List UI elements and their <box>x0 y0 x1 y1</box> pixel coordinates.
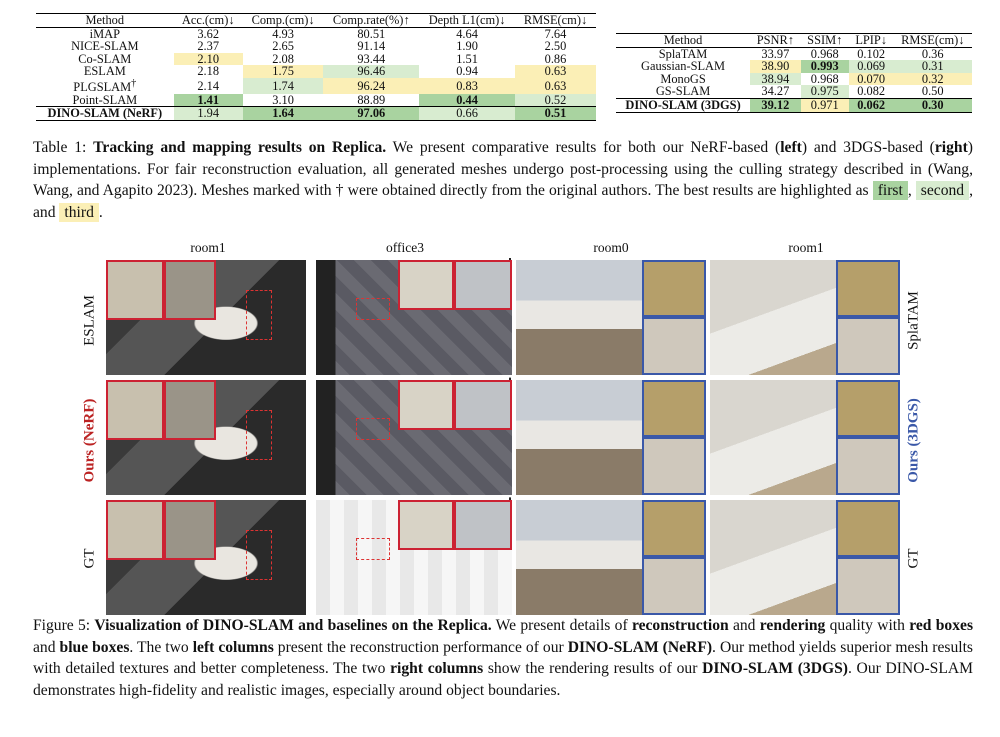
row-label-splatam: SplaTAM <box>905 291 922 350</box>
value-cell: 0.32 <box>893 73 972 86</box>
value-cell: 97.06 <box>323 107 419 121</box>
value-cell: 2.50 <box>544 39 567 54</box>
method-cell <box>36 78 174 94</box>
table-row <box>36 94 596 107</box>
table-row <box>36 107 596 121</box>
figure-panel-image <box>316 380 512 495</box>
region-marker <box>246 410 272 460</box>
zoom-inset-red <box>106 500 164 560</box>
caption-emph: right columns <box>390 660 484 677</box>
caption-emph: DINO-SLAM (NeRF) <box>567 638 713 656</box>
figure-panel-image <box>516 260 706 375</box>
value-cell: 1.74 <box>243 78 324 94</box>
table-header-row <box>616 34 972 48</box>
value-cell: 2.37 <box>197 39 220 54</box>
caption-text: We present comparative results for both our NeRF-based ( <box>386 139 781 156</box>
caption-text: ) and 3DGS-based ( <box>801 139 935 156</box>
zoom-inset-red <box>398 500 454 550</box>
value-cell: 0.971 <box>801 98 849 112</box>
col-header: Acc.(cm)↓ <box>174 14 243 28</box>
caption-text: . <box>98 203 103 221</box>
table-nerf-results <box>36 13 596 121</box>
value-cell: 0.83 <box>419 78 515 94</box>
region-marker <box>246 290 272 340</box>
row-label-gt: GT <box>905 548 922 569</box>
caption-text: ) implementations. For fair reconstruction evaluation, all generated meshes undergo post-processing using the culling strategy described in (Wang, Wang, and Agapito 2023). Meshes marked with † were obtained directly from the original authors. The best results are highlighted as <box>33 139 973 199</box>
zoom-inset-blue <box>642 260 706 317</box>
figure-caption <box>33 615 973 701</box>
zoom-inset-blue <box>642 557 706 615</box>
region-marker <box>356 298 390 320</box>
zoom-inset-red <box>398 260 454 310</box>
value-cell: 38.94 <box>750 73 801 86</box>
value-cell: 1.75 <box>243 65 324 78</box>
value-cell: 33.97 <box>761 46 790 61</box>
value-cell: 1.51 <box>456 51 478 66</box>
caption-text: quality with <box>825 617 910 634</box>
value-cell: 0.63 <box>515 65 596 78</box>
col-header: LPIP↓ <box>849 34 894 48</box>
table-row <box>616 60 972 73</box>
zoom-inset-blue <box>836 380 900 437</box>
zoom-inset-blue <box>836 500 900 557</box>
zoom-inset-red <box>106 260 164 320</box>
figure-panel-image <box>316 500 512 615</box>
method-cell: Co-SLAM <box>78 51 132 66</box>
caption-emph: DINO-SLAM (3DGS) <box>702 660 848 677</box>
row-label-ours-nerf: Ours (NeRF) <box>81 398 98 483</box>
zoom-inset-blue <box>836 317 900 375</box>
col-label: room0 <box>593 240 629 255</box>
value-cell: 0.975 <box>801 85 849 98</box>
zoom-inset-blue <box>836 437 900 495</box>
caption-text: We present details of <box>491 617 632 634</box>
figure-panel-image <box>516 500 706 615</box>
figure-panel-image <box>516 380 706 495</box>
caption-emph: reconstruction <box>631 617 729 634</box>
figure-panel-image <box>316 260 512 375</box>
caption-text: , <box>907 182 916 199</box>
value-cell: 0.36 <box>921 46 944 61</box>
value-cell: 1.90 <box>456 39 478 54</box>
region-marker <box>356 538 390 560</box>
zoom-inset-red <box>454 380 512 430</box>
col-header: PSNR↑ <box>750 34 801 48</box>
value-cell: 0.94 <box>456 64 478 79</box>
value-cell: 0.968 <box>810 46 839 61</box>
figure-panel-image <box>710 380 900 495</box>
method-cell: DINO-SLAM (3DGS) <box>616 98 750 112</box>
method-cell: GS-SLAM <box>655 84 711 99</box>
value-cell: 2.14 <box>197 78 220 93</box>
col-header: SSIM↑ <box>801 34 849 48</box>
value-cell: 4.64 <box>456 26 478 41</box>
value-cell: 96.46 <box>323 65 419 78</box>
zoom-inset-blue <box>836 260 900 317</box>
col-header: RMSE(cm)↓ <box>515 14 596 28</box>
value-cell: 0.069 <box>849 60 894 73</box>
method-cell: MonoGS <box>660 71 706 86</box>
value-cell: 0.63 <box>515 78 596 94</box>
col-header: RMSE(cm)↓ <box>893 34 972 48</box>
col-header: Comp.(cm)↓ <box>243 14 324 28</box>
col-header: Method <box>36 14 174 28</box>
value-cell: 0.102 <box>857 46 886 61</box>
value-cell: 34.27 <box>761 84 790 99</box>
value-cell: 38.90 <box>750 60 801 73</box>
method-cell: ESLAM <box>83 64 126 79</box>
value-cell: 2.08 <box>272 51 294 66</box>
value-cell: 96.24 <box>323 78 419 94</box>
zoom-inset-red <box>454 500 512 550</box>
method-label: PLGSLAM <box>73 80 132 95</box>
caption-prefix: Figure 5: <box>33 617 95 634</box>
zoom-inset-blue <box>642 437 706 495</box>
value-cell: 88.89 <box>357 92 386 107</box>
value-cell: 0.082 <box>857 84 886 99</box>
zoom-inset-red <box>164 380 216 440</box>
region-marker <box>356 418 390 440</box>
row-label-ours-3dgs: Ours (3DGS) <box>905 398 922 483</box>
zoom-inset-red <box>164 500 216 560</box>
value-cell: 0.968 <box>810 71 839 86</box>
value-cell: 39.12 <box>750 98 801 112</box>
caption-prefix: Table 1: <box>33 139 94 156</box>
zoom-inset-blue <box>642 500 706 557</box>
zoom-inset-blue <box>642 380 706 437</box>
caption-emph: right <box>934 139 968 156</box>
col-label: office3 <box>386 240 424 255</box>
caption-text: and <box>728 617 760 634</box>
caption-text: . Our DINO-SLAM demonstrates high-fidelity and realistic images, especially around object boundaries. <box>33 660 973 699</box>
value-cell: 1.41 <box>174 94 243 107</box>
dagger-mark: † <box>131 77 137 89</box>
table-row <box>616 85 972 98</box>
zoom-inset-red <box>106 380 164 440</box>
table-row <box>36 65 596 78</box>
figure-panel-image <box>106 380 306 495</box>
caption-emph: rendering <box>759 617 826 634</box>
caption-text: . Our method yields superior mesh results with detailed textures and better completeness. The two <box>33 638 973 677</box>
value-cell: 93.44 <box>357 51 386 66</box>
value-cell: 4.93 <box>272 26 294 41</box>
value-cell: 0.52 <box>515 94 596 107</box>
table-row <box>36 40 596 53</box>
col-header: Comp.rate(%)↑ <box>323 14 419 28</box>
caption-text: . The two <box>129 638 193 656</box>
legend-second: second <box>916 181 969 200</box>
zoom-inset-blue <box>836 557 900 615</box>
row-label-gt: GT <box>81 548 98 569</box>
value-cell: 2.10 <box>174 53 243 66</box>
figure-visualization <box>81 240 938 615</box>
table-3dgs-results <box>616 33 972 113</box>
value-cell: 0.070 <box>849 73 894 86</box>
value-cell: 1.64 <box>243 107 324 121</box>
value-cell: 3.10 <box>272 92 294 107</box>
figure-panel-image <box>710 260 900 375</box>
value-cell: 91.14 <box>357 39 386 54</box>
region-marker <box>246 530 272 580</box>
table-row <box>616 98 972 112</box>
caption-text: show the rendering results of our <box>483 660 703 677</box>
method-cell: SplaTAM <box>658 46 708 61</box>
table-header-row <box>36 14 596 28</box>
figure-panel-image <box>710 500 900 615</box>
table-caption <box>33 137 973 223</box>
value-cell: 3.62 <box>197 26 220 41</box>
col-header: Depth L1(cm)↓ <box>419 14 515 28</box>
value-cell: 0.50 <box>921 84 944 99</box>
value-cell: 0.062 <box>849 98 894 112</box>
method-cell: Point-SLAM <box>72 92 138 107</box>
legend-first: first <box>873 181 908 200</box>
method-cell: iMAP <box>89 26 120 41</box>
value-cell: 0.993 <box>801 60 849 73</box>
figure-panel-image <box>106 500 306 615</box>
method-cell: Gaussian-SLAM <box>641 59 726 74</box>
zoom-inset-red <box>164 260 216 320</box>
zoom-inset-red <box>454 260 512 310</box>
value-cell: 2.65 <box>272 39 294 54</box>
figure-panel-image <box>106 260 306 375</box>
col-label: room1 <box>190 240 226 255</box>
value-cell: 0.31 <box>893 60 972 73</box>
zoom-inset-blue <box>642 317 706 375</box>
col-label: room1 <box>788 240 824 255</box>
method-cell: NICE-SLAM <box>71 39 139 54</box>
value-cell: 0.51 <box>515 107 596 121</box>
caption-text: and <box>33 638 60 656</box>
row-label-eslam: ESLAM <box>81 295 98 346</box>
value-cell: 0.44 <box>419 94 515 107</box>
legend-third: third <box>59 203 98 222</box>
value-cell: 0.30 <box>893 98 972 112</box>
value-cell: 1.94 <box>174 107 243 121</box>
table-row <box>36 78 596 94</box>
caption-emph: left columns <box>192 638 274 656</box>
col-header: Method <box>616 34 750 48</box>
value-cell: 0.86 <box>544 51 567 66</box>
caption-text: present the reconstruction performance of our <box>273 638 568 656</box>
caption-title: Visualization of DINO-SLAM and baselines on the Replica. <box>94 617 492 634</box>
value-cell: 2.18 <box>197 64 220 79</box>
caption-title: Tracking and mapping results on Replica. <box>93 139 387 156</box>
caption-emph: red boxes <box>909 617 974 634</box>
caption-emph: left <box>780 139 802 156</box>
zoom-inset-red <box>398 380 454 430</box>
value-cell: 80.51 <box>357 26 386 41</box>
method-cell: DINO-SLAM (NeRF) <box>36 107 174 121</box>
caption-text: , and <box>33 182 973 221</box>
value-cell: 7.64 <box>544 26 567 41</box>
caption-emph: blue boxes <box>59 638 130 656</box>
value-cell: 0.66 <box>419 107 515 121</box>
